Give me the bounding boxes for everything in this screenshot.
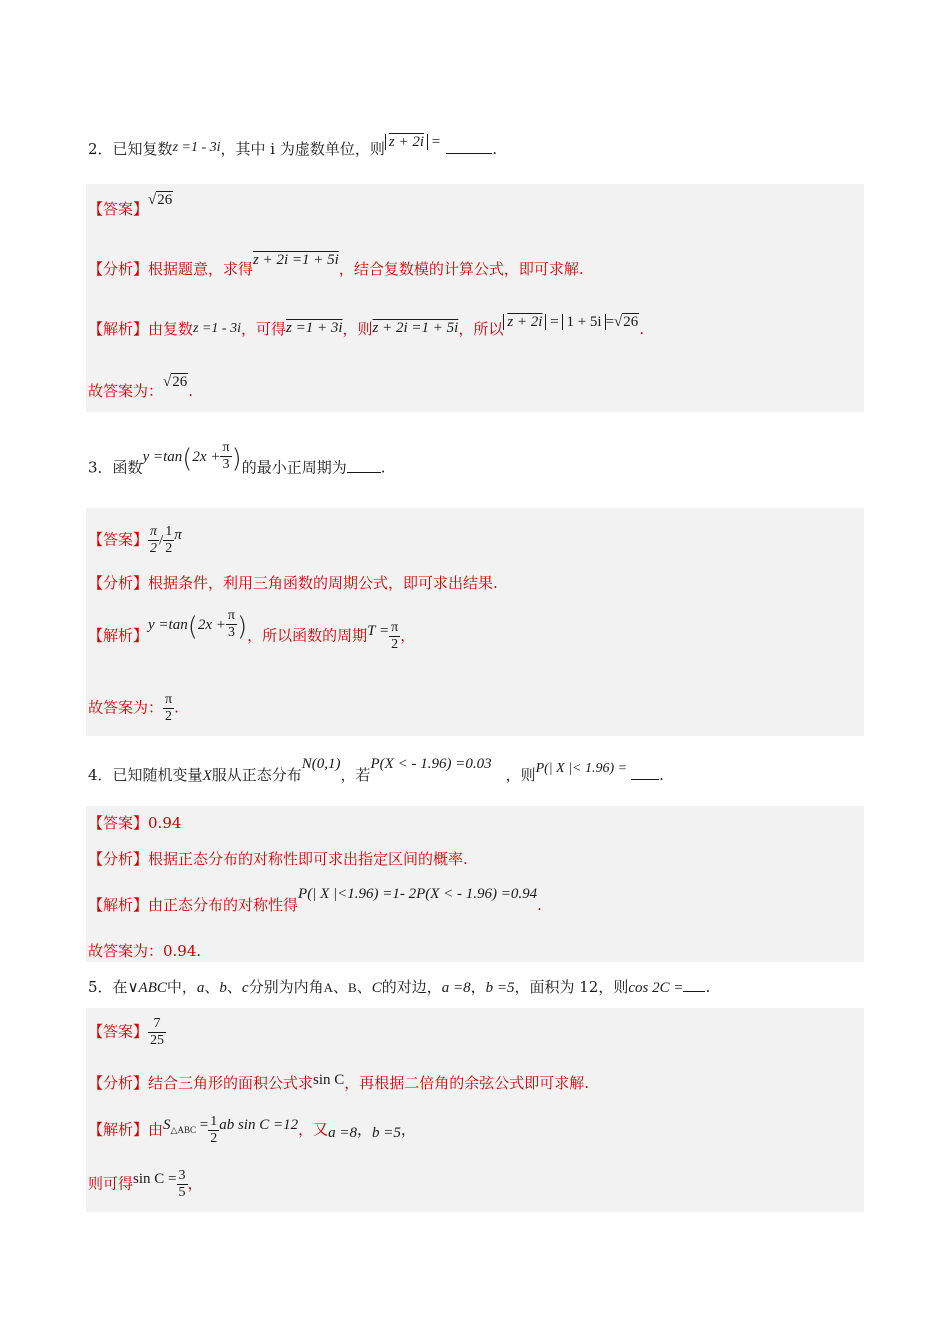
q2-modulus xyxy=(385,134,428,150)
q2-blank xyxy=(446,153,492,154)
q3-sol-T-den: 2 xyxy=(391,637,399,652)
q2-sol-sqrt: √26 xyxy=(614,314,639,330)
q2-final-end: . xyxy=(188,382,194,400)
q2-solution-tag: 【解析】 xyxy=(88,320,149,338)
q3-frac-num: π xyxy=(222,440,230,455)
q2-final-text: 故答案为： xyxy=(88,382,164,400)
q5-final-den: 5 xyxy=(178,1185,186,1200)
q2-sol-value: 26 xyxy=(623,314,639,330)
q2-text-2: ，其中 i 为虚数单位，则 xyxy=(220,140,385,158)
q2-solution-box: 【答案】√26 【分析】根据题意，求得z + 2i =1 + 5i，结合复数模的计算公式，即可求解. 【解析】由复数z =1 - 3i，可得z =1 + 3i，则z + 2i =1 + 5i，所以 z + 2i = 1 + 5i =√26. 故答案为：√26. xyxy=(86,184,864,412)
q4-solution-box xyxy=(86,806,864,962)
q5-text-3: 分别为内角 xyxy=(248,978,324,996)
q5-sol-frac xyxy=(208,1114,219,1147)
q3-final-text: 故答案为： xyxy=(88,698,164,717)
q5-text-2: 中， xyxy=(166,978,197,996)
q5-sol-a: a =8 xyxy=(328,1124,357,1141)
q5-sep-2: 、 xyxy=(226,978,242,996)
question-3: 3．函数y =tan(2x + $\frac{\pi}{3}$ )的最小正周期为 . xyxy=(88,440,386,477)
q3-sol-T-frac xyxy=(389,620,400,653)
q3-ans-1: 1 xyxy=(165,524,173,539)
q2-end: . xyxy=(492,140,497,158)
q2-answer-tag: 【答案】 xyxy=(88,200,149,218)
q3-sol-T: T = xyxy=(367,622,390,639)
q5-answer-tag: 【答案】 xyxy=(88,1022,149,1041)
q5-cos: cos 2C = xyxy=(628,980,684,996)
q3-answer-tag: 【答案】 xyxy=(88,530,149,549)
q4-answer-value: 0.94 xyxy=(148,814,182,832)
q5-triangle: ∨ABC xyxy=(127,980,167,996)
q3-sol-T-num: π xyxy=(391,620,399,635)
q4-final-text: 故答案为：0.94. xyxy=(88,942,202,960)
q5-solution-box xyxy=(86,1008,864,1212)
q4-blank xyxy=(631,779,659,780)
q4-text-3: ，若 xyxy=(340,766,371,784)
q2-sol-text-4: ，所以 xyxy=(458,320,504,338)
q3-end: . xyxy=(380,458,386,477)
q3-analysis-text: 根据条件，利用三角函数的周期公式，即可求出结果. xyxy=(148,574,498,592)
q2-analysis-tag: 【分析】 xyxy=(88,260,149,278)
q5-b: b xyxy=(219,980,227,996)
q5-analysis-text-2: ，再根据二倍角的余弦公式即可求解. xyxy=(344,1074,590,1092)
q2-sol-mod-b: 1 + 5i xyxy=(562,314,605,330)
q2-z-def: z =1 - 3i xyxy=(172,140,221,155)
q3-sol-end: ， xyxy=(400,626,416,645)
q5-sol-comma-1: ， xyxy=(356,1120,372,1139)
q3-fn: y =tan xyxy=(142,448,183,465)
q3-ans-2b: 2 xyxy=(165,541,173,556)
q5-final-frac xyxy=(177,1168,188,1201)
q2-number: 2． xyxy=(88,140,113,158)
q2-answer-sqrt: √26 xyxy=(148,192,173,208)
q3-text-2: 的最小正周期为 xyxy=(241,458,347,477)
q5-number: 5． xyxy=(88,978,113,996)
q2-analysis-text-2: ，结合复数模的计算公式，即可求解. xyxy=(338,260,584,278)
q4-N: N(0,1) xyxy=(301,756,341,772)
q5-sep-3: 、 xyxy=(333,978,349,996)
q5-a-eq: a =8 xyxy=(441,980,471,996)
q2-sol-end: . xyxy=(639,320,645,338)
q3-final-end: . xyxy=(174,698,179,717)
q4-P2: P(| X |< 1.96) = xyxy=(535,761,628,776)
q4-sol-end: . xyxy=(537,896,542,914)
q4-text-1: 已知随机变量 xyxy=(112,766,203,784)
q3-final-frac xyxy=(163,692,174,725)
q2-sol-text-2: ，可得 xyxy=(240,320,286,338)
q4-analysis-text: 根据正态分布的对称性即可求出指定区间的概率. xyxy=(148,850,468,868)
q2-text-1: 已知复数 xyxy=(112,140,173,158)
q3-analysis-tag: 【分析】 xyxy=(88,574,149,592)
q3-ans-slash: / xyxy=(159,532,164,549)
q5-sol-eq: = xyxy=(195,1116,209,1133)
q4-sol-text: 由正态分布的对称性得 xyxy=(148,896,299,914)
q3-final-num: π xyxy=(165,692,173,707)
question-4 xyxy=(88,756,864,785)
q5-final-sin: sin C = xyxy=(133,1170,177,1187)
q5-final-text: 则可得 xyxy=(88,1174,134,1193)
q2-sol-text-1: 由复数 xyxy=(148,320,194,338)
q5-sol-frac-num: 1 xyxy=(210,1114,218,1129)
q2-sol-expr: z + 2i =1 + 5i xyxy=(372,320,459,336)
q3-ans-2: 2 xyxy=(150,541,158,556)
q5-sol-S: S xyxy=(163,1116,171,1133)
q3-sol-fn: y =tan xyxy=(148,616,188,633)
q5-sol-frac-den: 2 xyxy=(210,1131,218,1146)
q3-sol-frac-num: π xyxy=(227,608,235,623)
q3-blank xyxy=(347,472,381,473)
q5-b-eq: b =5 xyxy=(485,980,515,996)
q3-sol-arg: 2x + xyxy=(197,616,226,633)
q2-sol-z: z =1 - 3i xyxy=(193,321,241,336)
q3-text-1: 函数 xyxy=(112,458,143,477)
q2-sol-mod-a xyxy=(503,314,546,330)
q5-sol-text-1: 由 xyxy=(148,1120,164,1139)
q2-final-sqrt: √26 xyxy=(163,374,188,390)
q3-ans-frac-2 xyxy=(163,524,174,557)
q5-ans-num: 7 xyxy=(148,1016,166,1033)
q5-final-end: ， xyxy=(187,1174,203,1193)
q5-blank xyxy=(683,991,705,992)
q3-ans-pi2: π xyxy=(174,526,182,543)
q2-analysis-text-1: 根据题意，求得 xyxy=(148,260,254,278)
q4-text-4: ，则 xyxy=(505,766,536,784)
q5-sol-sub: △ABC xyxy=(170,1124,196,1135)
q4-X: X xyxy=(202,768,212,784)
q5-sol-text-2: ，又 xyxy=(298,1120,329,1139)
q5-answer-frac xyxy=(148,1016,166,1049)
q4-number: 4． xyxy=(88,766,113,784)
q5-text-4: 的对边， xyxy=(381,978,442,996)
q4-P1: P(X < - 1.96) =0.03 xyxy=(370,756,492,772)
q3-arg: 2x + xyxy=(192,448,221,465)
q4-analysis-tag: 【分析】 xyxy=(88,850,149,868)
q5-final-num: 3 xyxy=(178,1168,186,1183)
q5-sep-4: 、 xyxy=(356,978,372,996)
q5-sol-comma-2: ， xyxy=(400,1120,416,1139)
question-2 xyxy=(88,134,864,159)
q5-comma: ， xyxy=(470,978,486,996)
q3-ans-frac-1 xyxy=(148,524,159,557)
q5-analysis-tag: 【分析】 xyxy=(88,1074,149,1092)
q2-final-value: 26 xyxy=(172,374,188,390)
q4-answer-tag: 【答案】 xyxy=(88,814,149,832)
q5-a: a xyxy=(196,980,205,996)
q2-sol-eq: = xyxy=(605,314,615,330)
q5-analysis-text-1: 结合三角形的面积公式求 xyxy=(148,1074,314,1092)
q4-text-2: 服从正态分布 xyxy=(211,766,302,784)
q3-ans-pi: π xyxy=(150,524,158,539)
q5-end: . xyxy=(705,978,711,996)
q4-end: . xyxy=(659,766,664,784)
q3-number: 3． xyxy=(88,458,113,477)
q2-answer-value: 26 xyxy=(157,192,173,208)
q5-c: c xyxy=(241,980,249,996)
q5-ans-den: 25 xyxy=(150,1033,165,1048)
question-5 xyxy=(88,976,864,997)
q5-analysis-sin: sin C xyxy=(313,1072,345,1088)
q2-expr: z + 2i xyxy=(388,134,424,150)
q2-sol-text-3: ，则 xyxy=(342,320,373,338)
q5-B: B xyxy=(348,980,357,995)
q5-sol-b: b =5 xyxy=(371,1124,401,1141)
q3-solution-box: 【答案】 $\frac{\pi}{2}$ / $\frac{1}{2}$ π 【分析】根据条件，利用三角函数的周期公式，即可求出结果. 【解析】y =tan(2x + $\frac{\pi}{3}$ )，所以函数的周期T = $\frac{\pi}{2}$ ， 故答案为： $\frac{\pi}{2}$ . xyxy=(86,508,864,736)
q3-sol-frac-den: 3 xyxy=(227,625,235,640)
q4-sol-expr: P(| X |<1.96) =1- 2P(X < - 1.96) =0.94 xyxy=(298,886,538,902)
q3-sol-frac xyxy=(226,608,237,641)
q3-frac-den: 3 xyxy=(222,457,230,472)
q3-frac xyxy=(220,440,231,473)
q5-C: C xyxy=(371,980,382,996)
q5-text-1: 在 xyxy=(112,978,128,996)
q5-sol-rest: ab sin C =12 xyxy=(219,1116,299,1133)
q5-text-5: ，面积为 12，则 xyxy=(514,978,629,996)
q2-eq: = xyxy=(428,134,441,150)
q2-sol-zbar: z =1 + 3i xyxy=(286,320,343,336)
q5-A: A xyxy=(323,980,333,995)
q3-sol-text-1: ，所以函数的周期 xyxy=(247,626,368,645)
q5-solution-tag: 【解析】 xyxy=(88,1120,149,1139)
q3-solution-tag: 【解析】 xyxy=(88,626,149,645)
q4-solution-tag: 【解析】 xyxy=(88,896,149,914)
q5-sep-1: 、 xyxy=(204,978,220,996)
q3-final-den: 2 xyxy=(165,709,173,724)
q2-sol-mod-a-text: z + 2i xyxy=(507,314,543,330)
q2-analysis-expr: z + 2i =1 + 5i xyxy=(253,252,339,268)
